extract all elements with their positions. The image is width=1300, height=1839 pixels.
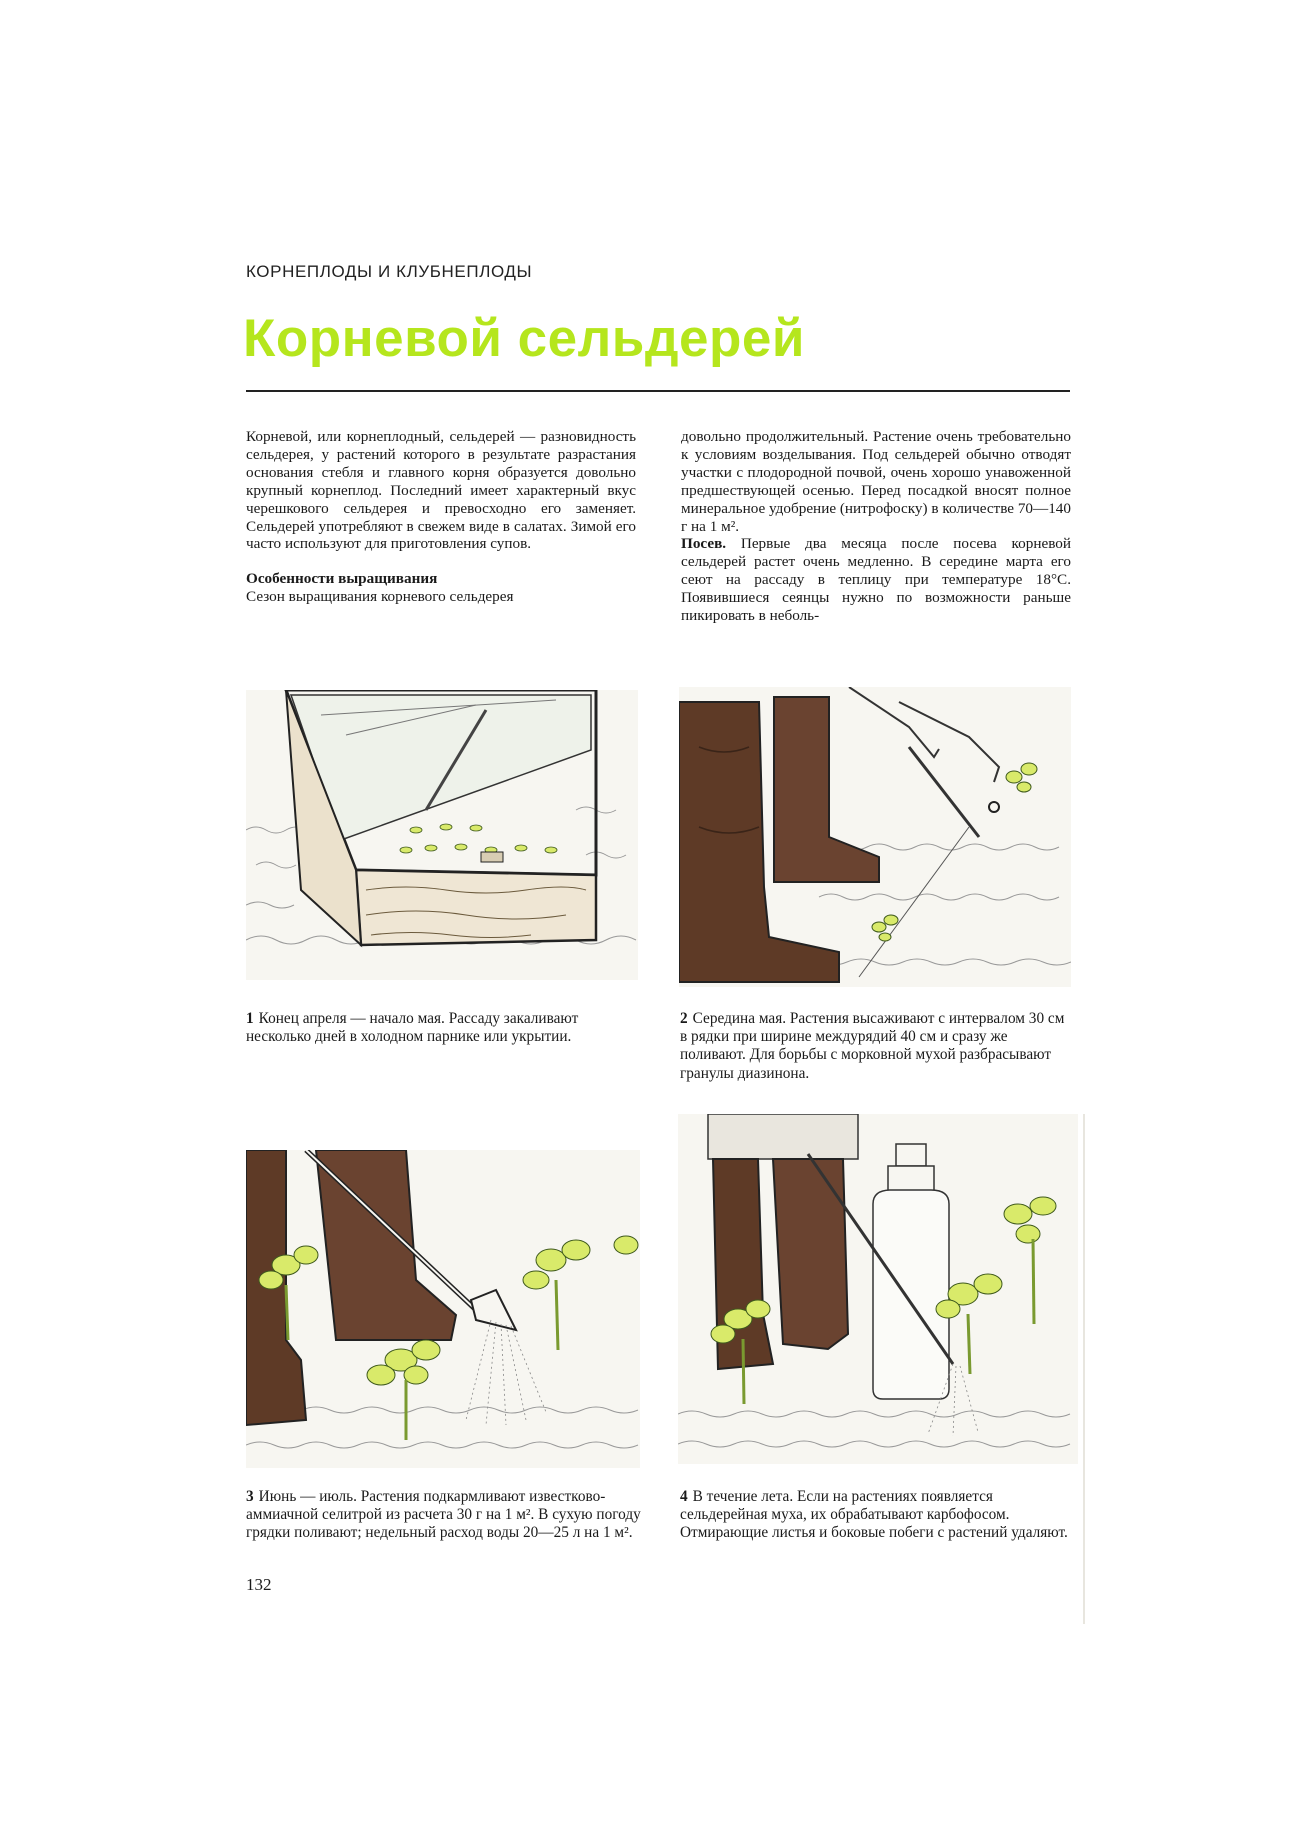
soil-paragraph: довольно продолжительный. Растение очень требовательно к условиям возделывания. Под сельдерей обычно отводят участки с плодородной почвой, очень хорошо унавоженной предшествующей осенью. Перед посадкой вносят полное минеральное удобрение (нитрофоску) в количестве 70—140 г на 1 м². (681, 428, 1071, 535)
figure-2-caption (680, 1010, 1075, 1083)
illustration-planting (679, 687, 1071, 987)
page-edge-line (1083, 1114, 1085, 1624)
illustration-cold-frame (246, 690, 638, 980)
figure-4-text: В течение лета. Если на растениях появляется сельдерейная муха, их обрабатывают карбофосом. Отмирающие листья и боковые побеги с растений удаляют. (680, 1488, 1068, 1542)
figure-2-number: 2 (680, 1010, 688, 1027)
figure-1-caption (246, 1010, 641, 1046)
subheading: Особенности выращивания (246, 570, 438, 588)
figure-3-caption (246, 1488, 641, 1543)
title-divider (246, 390, 1070, 392)
page-number: 132 (246, 1575, 272, 1594)
section-label: КОРНЕПЛОДЫ И КЛУБНЕПЛОДЫ (246, 262, 533, 281)
figure-3-number: 3 (246, 1488, 254, 1505)
illustration-watering (246, 1150, 640, 1468)
figure-1-text: Конец апреля — начало мая. Рассаду закаливают несколько дней в холодном парнике или укрытии. (246, 1010, 579, 1046)
page-title: Корневой сельдерей (243, 309, 805, 368)
sowing-lead: Посев. (681, 535, 727, 553)
sowing-text: Первые два месяца после посева корневой сельдерей растет очень медленно. В середине марта его сеют на рассаду в теплицу при температуре 18°С. Появившиеся сеянцы нужно по возможности раньше пикировать в неболь- (681, 535, 1071, 625)
sowing-paragraph (681, 535, 1071, 625)
text-column-left (246, 428, 636, 606)
illustration-spraying (678, 1114, 1078, 1464)
figure-1-number: 1 (246, 1010, 254, 1027)
intro-paragraph: Корневой, или корнеплодный, сельдерей — разновидность сельдерея, у растений которого в результате разрастания основания стебля и главного корня образуется довольно крупный корнеплод. Последний имеет характерный вкус черешкового сельдерея и превосходно его заменяет. Сельдерей употребляют в свежем виде в салатах. Зимой его часто используют для приготовления супов. (246, 428, 636, 553)
text-column-right (681, 428, 1071, 625)
figure-4-caption (680, 1488, 1075, 1543)
season-paragraph: Сезон выращивания корневого сельдерея (246, 588, 514, 606)
figure-4-number: 4 (680, 1488, 688, 1505)
figure-2-text: Середина мая. Растения высаживают с интервалом 30 см в рядки при ширине междурядий 40 см и сразу же поливают. Для борьбы с морковной мухой разбрасывают гранулы диазинона. (680, 1010, 1065, 1082)
figure-3-text: Июнь — июль. Растения подкармливают известково-аммиачной селитрой из расчета 30 г на 1 м². В сухую погоду грядки поливают; недельный расход воды 20—25 л на 1 м². (246, 1488, 641, 1542)
